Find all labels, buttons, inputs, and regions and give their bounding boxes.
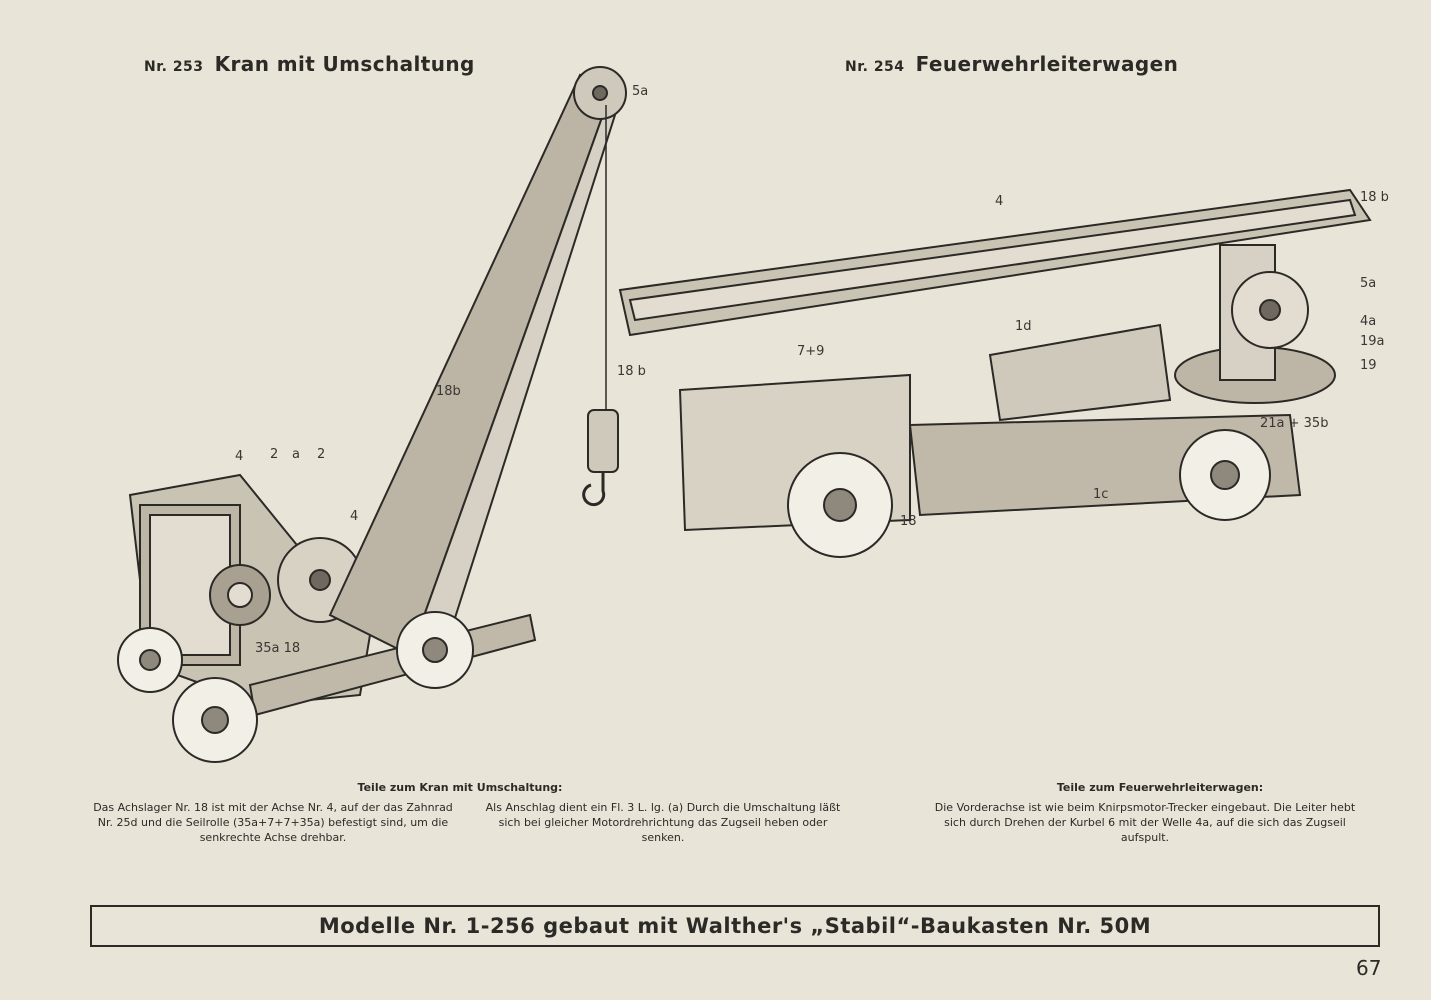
kit-banner: Modelle Nr. 1-256 gebaut mit Walther's „Stabil“-Baukasten Nr. 50M (90, 905, 1380, 947)
part-label: 4a (1360, 314, 1377, 329)
part-label: 18 b (1360, 190, 1389, 205)
part-label: 35a 18 (255, 641, 301, 656)
fire-ladder-truck-illustration (610, 175, 1410, 565)
part-label: 19 (1360, 358, 1377, 373)
page-number: 67 (1356, 956, 1382, 980)
part-label: 5a (632, 84, 649, 99)
part-label: 18 (900, 514, 917, 529)
parts-text-crane-2: Als Anschlag dient ein Fl. 3 L. lg. (a) Durch die Umschaltung läßt sich bei gleicher Motordrehrichtung das Zugseil heben oder senken. (485, 801, 841, 844)
part-label: 18b (436, 384, 461, 399)
model-name: Kran mit Umschaltung (214, 52, 475, 76)
parts-heading-ladder: Teile zum Feuerwehrleiterwagen: (1056, 781, 1264, 794)
model-number: Nr. 253 (144, 59, 204, 75)
part-label: 18 b (617, 364, 646, 379)
part-label: 7+9 (797, 344, 825, 359)
crane-illustration (110, 55, 680, 775)
model-name: Feuerwehrleiterwagen (915, 52, 1179, 76)
parts-text-ladder: Die Vorderachse ist wie beim Knirpsmotor-Trecker eingebaut. Die Leiter hebt sich durch Drehen der Kurbel 6 mit der Welle 4a, auf die sich das Zugseil aufspult. (934, 801, 1356, 844)
part-label: 1d (1015, 319, 1032, 334)
model-number: Nr. 254 (845, 59, 905, 75)
part-label: 5a (1360, 276, 1377, 291)
part-label: a (292, 447, 300, 462)
part-label: 2 (317, 447, 326, 462)
part-label: 1c (1093, 487, 1109, 502)
model-title-254 (845, 52, 1178, 76)
part-label: 19a (1360, 334, 1385, 349)
part-label: 2 (270, 447, 279, 462)
parts-text-crane-1: Das Achslager Nr. 18 ist mit der Achse Nr. 4, auf der das Zahnrad Nr. 25d und die Seilrolle (35a+7+7+35a) befestigt sind, um die senkrechte Achse drehbar. (93, 801, 453, 844)
part-label: 4 (995, 194, 1004, 209)
part-label: 21a + 35b (1260, 416, 1329, 431)
part-label: 4 (350, 509, 359, 524)
parts-heading-crane: Teile zum Kran mit Umschaltung: (357, 781, 563, 794)
part-label: 4 (235, 449, 244, 464)
